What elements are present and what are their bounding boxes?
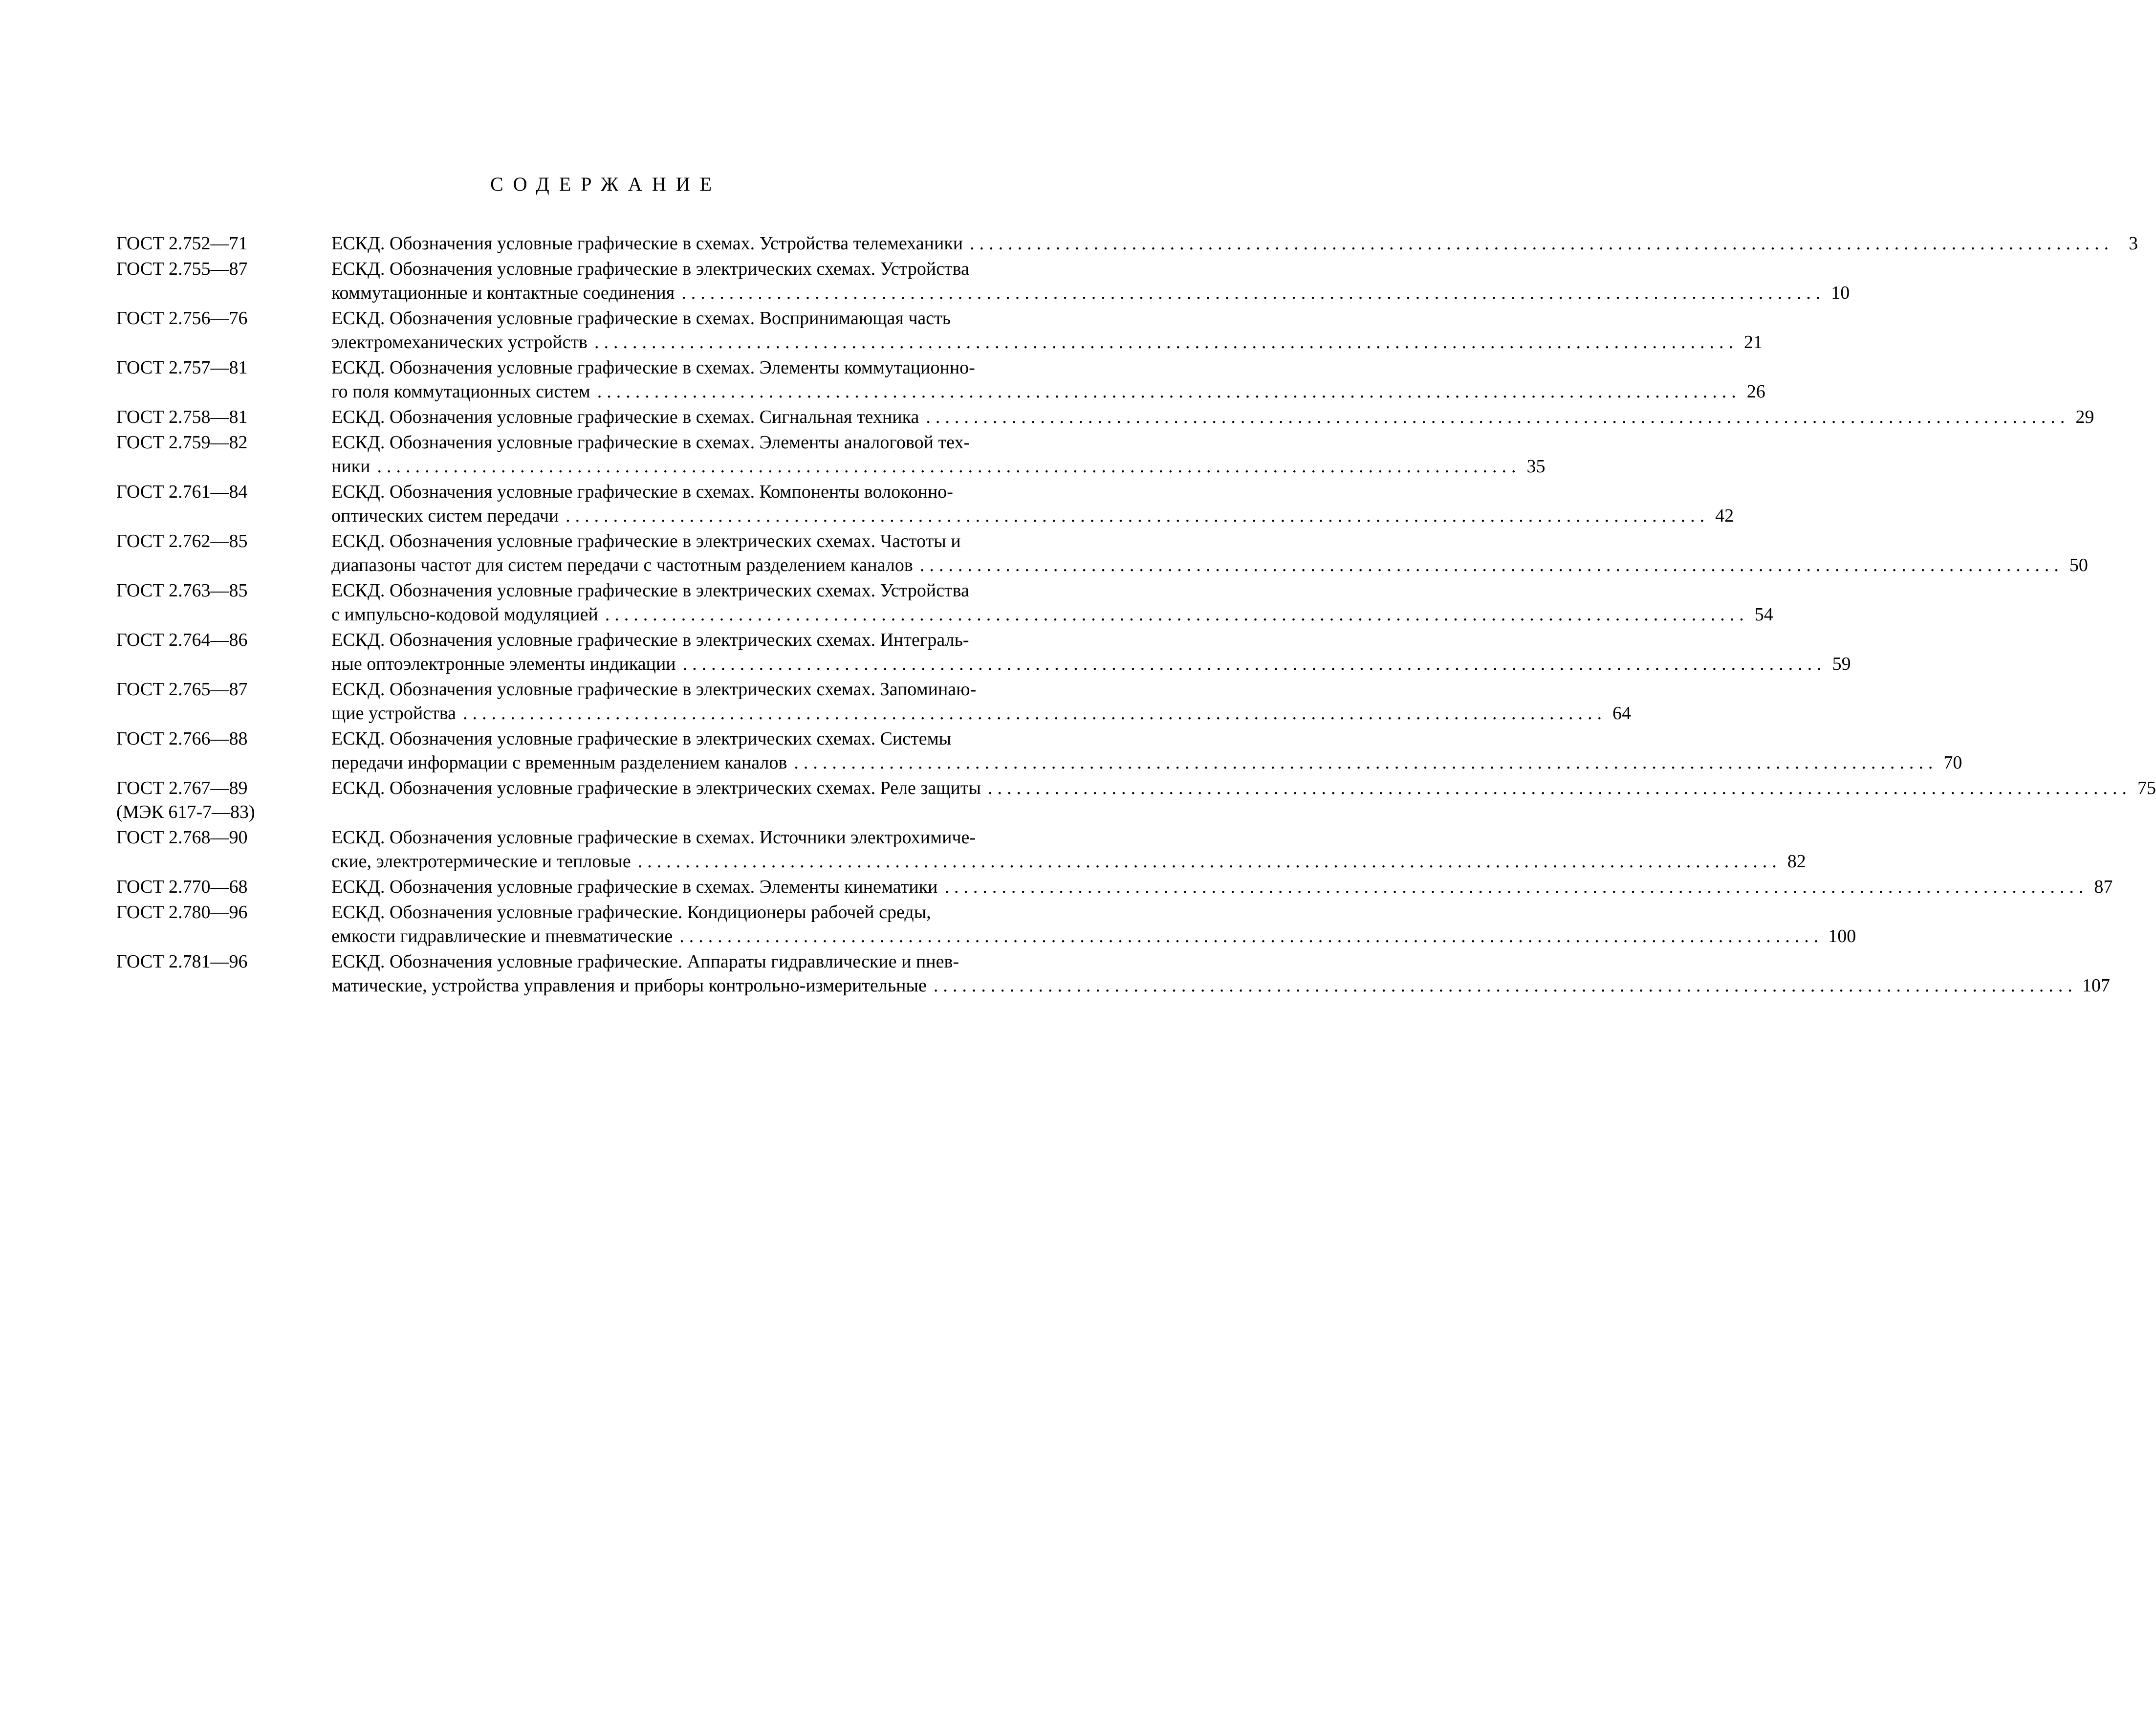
title-line: ЕСКД. Обозначения условные графические в электрических схемах. Системы — [331, 728, 952, 749]
title-line: ЕСКД. Обозначения условные графические в схемах. Сигнальная техника — [331, 407, 919, 427]
dot-leader: ........................................................................................................................ — [926, 407, 2070, 427]
toc-entry-code — [116, 628, 312, 652]
page-number: 3 — [2129, 233, 2138, 254]
standard-number: ГОСТ 2.752—71 — [116, 233, 248, 254]
standard-number: ГОСТ 2.780—96 — [116, 902, 248, 923]
standard-number: ГОСТ 2.770—68 — [116, 877, 248, 897]
page-number: 54 — [1754, 604, 1773, 625]
standard-number: ГОСТ 2.761—84 — [116, 482, 248, 502]
toc-entry-title — [331, 431, 1546, 479]
dot-leader: ........................................................................................................................ — [637, 851, 1782, 872]
toc-entry-title — [331, 480, 1734, 528]
toc-entry-code — [116, 678, 312, 702]
title-line: коммутационные и контактные соединения — [331, 283, 675, 303]
page-number: 70 — [1943, 752, 1962, 773]
toc-entry-code — [116, 232, 312, 256]
toc-entry-code — [116, 579, 312, 603]
page-number: 26 — [1746, 381, 1765, 402]
toc-entry — [116, 356, 1765, 404]
standard-number: ГОСТ 2.765—87 — [116, 679, 248, 700]
standard-number: ГОСТ 2.763—85 — [116, 580, 248, 601]
toc-entry-title — [331, 875, 2113, 899]
title-line: ЕСКД. Обозначения условные графические в схемах. Источники электрохимиче- — [331, 827, 976, 848]
standard-number: ГОСТ 2.758—81 — [116, 407, 248, 427]
toc-entry-code — [116, 727, 312, 751]
title-line: диапазоны частот для систем передачи с частотным разделением каналов — [331, 555, 913, 575]
title-last-line — [331, 405, 2094, 429]
title-line: ЕСКД. Обозначения условные графические. Аппараты гидравлические и пнев- — [331, 951, 959, 972]
toc-entry-title — [331, 232, 2138, 256]
standard-number-alt: (МЭК 617-7—83) — [116, 802, 255, 822]
toc-entry — [116, 628, 1851, 676]
title-line: ЕСКД. Обозначения условные графические в электрических схемах. Частоты и — [331, 531, 961, 551]
title-line: ЕСКД. Обозначения условные графические в электрических схемах. Устройства — [331, 580, 969, 601]
page-number: 64 — [1612, 703, 1632, 724]
title-line: оптических систем передачи — [331, 506, 559, 526]
toc-entry-code — [116, 431, 312, 455]
title-line: матические, устройства управления и приборы контрольно-измерительные — [331, 975, 927, 996]
dot-leader: ........................................................................................................................ — [933, 975, 2077, 996]
title-last-line — [331, 330, 1763, 354]
toc-entry-title — [331, 776, 2156, 824]
page-title: СОДЕРЖАНИЕ — [490, 173, 722, 195]
standard-number: ГОСТ 2.767—89 — [116, 778, 248, 798]
title-line: с импульсно-кодовой модуляцией — [331, 604, 598, 625]
dot-leader: ........................................................................................................................ — [597, 381, 1741, 402]
page-number: 21 — [1743, 332, 1763, 352]
dot-leader: ........................................................................................................................ — [594, 332, 1738, 352]
toc-entry-code — [116, 901, 312, 924]
title-line: ЕСКД. Обозначения условные графические. Кондиционеры рабочей среды, — [331, 902, 931, 923]
title-last-line — [331, 281, 1850, 305]
toc-entry-title — [331, 257, 1850, 305]
title-last-line — [331, 751, 1962, 775]
toc-entry-title — [331, 727, 1962, 775]
dot-leader: ........................................................................................................................ — [794, 752, 1938, 773]
toc-entry — [116, 901, 1856, 948]
title-last-line — [331, 603, 1773, 627]
toc-entry-title — [331, 826, 1806, 874]
title-line: ЕСКД. Обозначения условные графические в электрических схемах. Запоминаю- — [331, 679, 977, 700]
title-line: ЕСКД. Обозначения условные графические в схемах. Устройства телемеханики — [331, 233, 963, 254]
toc-entry-code — [116, 875, 312, 899]
title-last-line — [331, 380, 1765, 404]
title-line: электромеханических устройств — [331, 332, 588, 352]
title-last-line — [331, 924, 1856, 948]
standard-number: ГОСТ 2.768—90 — [116, 827, 248, 848]
toc-entry-code — [116, 776, 312, 824]
page-number: 50 — [2069, 555, 2088, 575]
page-number: 59 — [1832, 654, 1851, 674]
toc-entry-title — [331, 405, 2094, 429]
standard-number: ГОСТ 2.764—86 — [116, 630, 248, 650]
toc-entry-code — [116, 307, 312, 330]
standard-number: ГОСТ 2.755—87 — [116, 259, 248, 279]
toc-entry — [116, 776, 2156, 824]
title-line: ЕСКД. Обозначения условные графические в схемах. Элементы аналоговой тех- — [331, 432, 970, 453]
toc-entry-title — [331, 628, 1851, 676]
toc-entry — [116, 678, 1632, 726]
toc-entry-code — [116, 356, 312, 380]
toc-entry — [116, 232, 2138, 256]
title-line: ЕСКД. Обозначения условные графические в схемах. Элементы коммутационно- — [331, 357, 975, 378]
title-last-line — [331, 652, 1851, 676]
title-line: ские, электротермические и тепловые — [331, 851, 631, 872]
page-number: 87 — [2094, 877, 2113, 897]
toc-entry-title — [331, 678, 1632, 726]
toc-entry-code — [116, 405, 312, 429]
toc-entry — [116, 950, 2110, 998]
dot-leader: ........................................................................................................................ — [566, 506, 1710, 526]
title-line: ники — [331, 456, 370, 477]
standard-number: ГОСТ 2.756—76 — [116, 308, 248, 329]
title-line: ные оптоэлектронные элементы индикации — [331, 654, 676, 674]
toc-entry — [116, 875, 2113, 899]
standard-number: ГОСТ 2.781—96 — [116, 951, 248, 972]
toc-entry — [116, 529, 2088, 577]
title-last-line — [331, 850, 1806, 874]
title-last-line — [331, 702, 1632, 726]
dot-leader: ........................................................................................................................ — [970, 233, 2114, 254]
dot-leader: ........................................................................................................................ — [682, 654, 1827, 674]
dot-leader: ........................................................................................................................ — [605, 604, 1749, 625]
title-line: ЕСКД. Обозначения условные графические в электрических схемах. Реле защиты — [331, 778, 981, 798]
toc-entry-code — [116, 529, 312, 553]
page-number: 82 — [1787, 851, 1806, 872]
dot-leader: ........................................................................................................................ — [919, 555, 2064, 575]
title-last-line — [331, 504, 1734, 528]
standard-number: ГОСТ 2.766—88 — [116, 728, 248, 749]
standard-number: ГОСТ 2.759—82 — [116, 432, 248, 453]
page-number: 10 — [1831, 283, 1850, 303]
dot-leader: ........................................................................................................................ — [681, 283, 1826, 303]
title-last-line — [331, 455, 1546, 479]
toc-entry-code — [116, 257, 312, 281]
toc-entry-title — [331, 950, 2110, 998]
title-last-line — [331, 875, 2113, 899]
toc-entry — [116, 431, 1546, 479]
table-of-contents — [116, 232, 2156, 999]
toc-entry-title — [331, 529, 2088, 577]
standard-number: ГОСТ 2.762—85 — [116, 531, 248, 551]
dot-leader: ........................................................................................................................ — [377, 456, 1521, 477]
dot-leader: ........................................................................................................................ — [679, 926, 1824, 946]
page-number: 100 — [1828, 926, 1856, 946]
title-line: щие устройства — [331, 703, 457, 724]
toc-entry — [116, 727, 1962, 775]
title-line: го поля коммутационных систем — [331, 381, 590, 402]
page-number: 42 — [1715, 506, 1734, 526]
toc-entry — [116, 307, 1763, 354]
page-number: 29 — [2075, 407, 2094, 427]
title-last-line — [331, 232, 2138, 256]
toc-entry — [116, 826, 1806, 874]
toc-entry-code — [116, 826, 312, 850]
title-last-line — [331, 974, 2110, 998]
dot-leader: ........................................................................................................................ — [988, 778, 2132, 798]
title-line: емкости гидравлические и пневматические — [331, 926, 673, 946]
toc-entry-title — [331, 356, 1765, 404]
title-line: ЕСКД. Обозначения условные графические в электрических схемах. Интеграль- — [331, 630, 969, 650]
title-line: ЕСКД. Обозначения условные графические в электрических схемах. Устройства — [331, 259, 969, 279]
title-last-line — [331, 553, 2088, 577]
title-line: ЕСКД. Обозначения условные графические в схемах. Воспринимающая часть — [331, 308, 951, 329]
toc-entry — [116, 405, 2094, 429]
toc-entry — [116, 257, 1850, 305]
toc-entry-title — [331, 579, 1773, 627]
toc-entry-code — [116, 480, 312, 504]
title-line: ЕСКД. Обозначения условные графические в схемах. Элементы кинематики — [331, 877, 938, 897]
toc-entry — [116, 480, 1734, 528]
standard-number: ГОСТ 2.757—81 — [116, 357, 248, 378]
dot-leader: ........................................................................................................................ — [463, 703, 1607, 724]
toc-entry-code — [116, 950, 312, 974]
title-last-line — [331, 776, 2156, 800]
toc-entry-title — [331, 307, 1763, 354]
title-line: передачи информации с временным разделением каналов — [331, 752, 787, 773]
page-number: 75 — [2137, 778, 2156, 798]
toc-entry-title — [331, 901, 1856, 948]
dot-leader: ........................................................................................................................ — [944, 877, 2089, 897]
page-number: 107 — [2082, 975, 2110, 996]
toc-entry — [116, 579, 1773, 627]
title-line: ЕСКД. Обозначения условные графические в схемах. Компоненты волоконно- — [331, 482, 953, 502]
page-number: 35 — [1526, 456, 1546, 477]
